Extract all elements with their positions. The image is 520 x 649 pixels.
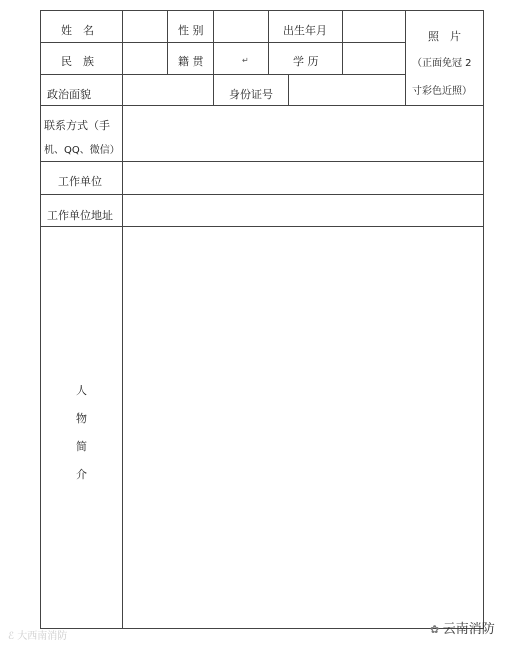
- bio-label-char-1: 人: [76, 384, 87, 397]
- photo-title: 照 片: [428, 30, 461, 43]
- ethnicity-field[interactable]: [122, 42, 168, 75]
- native-place-field[interactable]: [213, 42, 269, 75]
- paragraph-mark: ↵: [242, 56, 249, 65]
- native-place-label-cell: [167, 42, 214, 75]
- gender-field[interactable]: [213, 10, 269, 43]
- native-place-label: 籍 贯: [178, 55, 204, 68]
- bio-label-cell: [40, 226, 123, 629]
- political-field[interactable]: [122, 74, 214, 106]
- id-field[interactable]: [288, 74, 406, 106]
- name-label-cell: [40, 10, 123, 43]
- education-label-cell: [268, 42, 343, 75]
- wechat-icon: ℰ: [8, 631, 18, 642]
- contact-label-cell: [40, 105, 123, 162]
- political-label: 政治面貌: [47, 88, 91, 101]
- workplace-address-label-cell: [40, 194, 123, 227]
- workplace-label-cell: [40, 161, 123, 195]
- workplace-address-field[interactable]: [122, 194, 484, 227]
- education-label: 学 历: [293, 55, 319, 68]
- bio-label-char-4: 介: [76, 468, 87, 481]
- gender-label-cell: [167, 10, 214, 43]
- birth-label: 出生年月: [283, 24, 327, 37]
- watermark-right-text: 云南消防: [442, 622, 495, 637]
- education-field[interactable]: [342, 42, 406, 75]
- birth-field[interactable]: [342, 10, 406, 43]
- bio-label-char-3: 简: [76, 440, 87, 453]
- bio-field[interactable]: [122, 226, 484, 629]
- photo-note-line1: （正面免冠 2: [412, 58, 472, 69]
- ethnicity-label: 民 族: [61, 55, 94, 68]
- watermark-right: [430, 618, 495, 637]
- watermark-left-text: 大西南消防: [17, 631, 68, 642]
- workplace-field[interactable]: [122, 161, 484, 195]
- id-label-cell: [213, 74, 289, 106]
- watermark-left: [8, 627, 67, 642]
- contact-field[interactable]: [122, 105, 484, 162]
- id-label: 身份证号: [229, 88, 273, 101]
- birth-label-cell: [268, 10, 343, 43]
- photo-note-line2: 寸彩色近照）: [412, 86, 472, 97]
- bio-label-char-2: 物: [76, 412, 87, 425]
- contact-label-line1: 联系方式（手: [44, 119, 110, 132]
- name-field[interactable]: [122, 10, 168, 43]
- gender-label: 性 别: [178, 24, 204, 37]
- contact-label-line2: 机、QQ、微信）: [44, 145, 120, 156]
- political-label-cell: [40, 74, 123, 106]
- photo-box[interactable]: [405, 10, 484, 106]
- name-label: 姓 名: [61, 24, 94, 37]
- workplace-address-label: 工作单位地址: [47, 209, 113, 222]
- workplace-label: 工作单位: [58, 175, 102, 188]
- ethnicity-label-cell: [40, 42, 123, 75]
- wechat-icon: ✿: [430, 623, 443, 636]
